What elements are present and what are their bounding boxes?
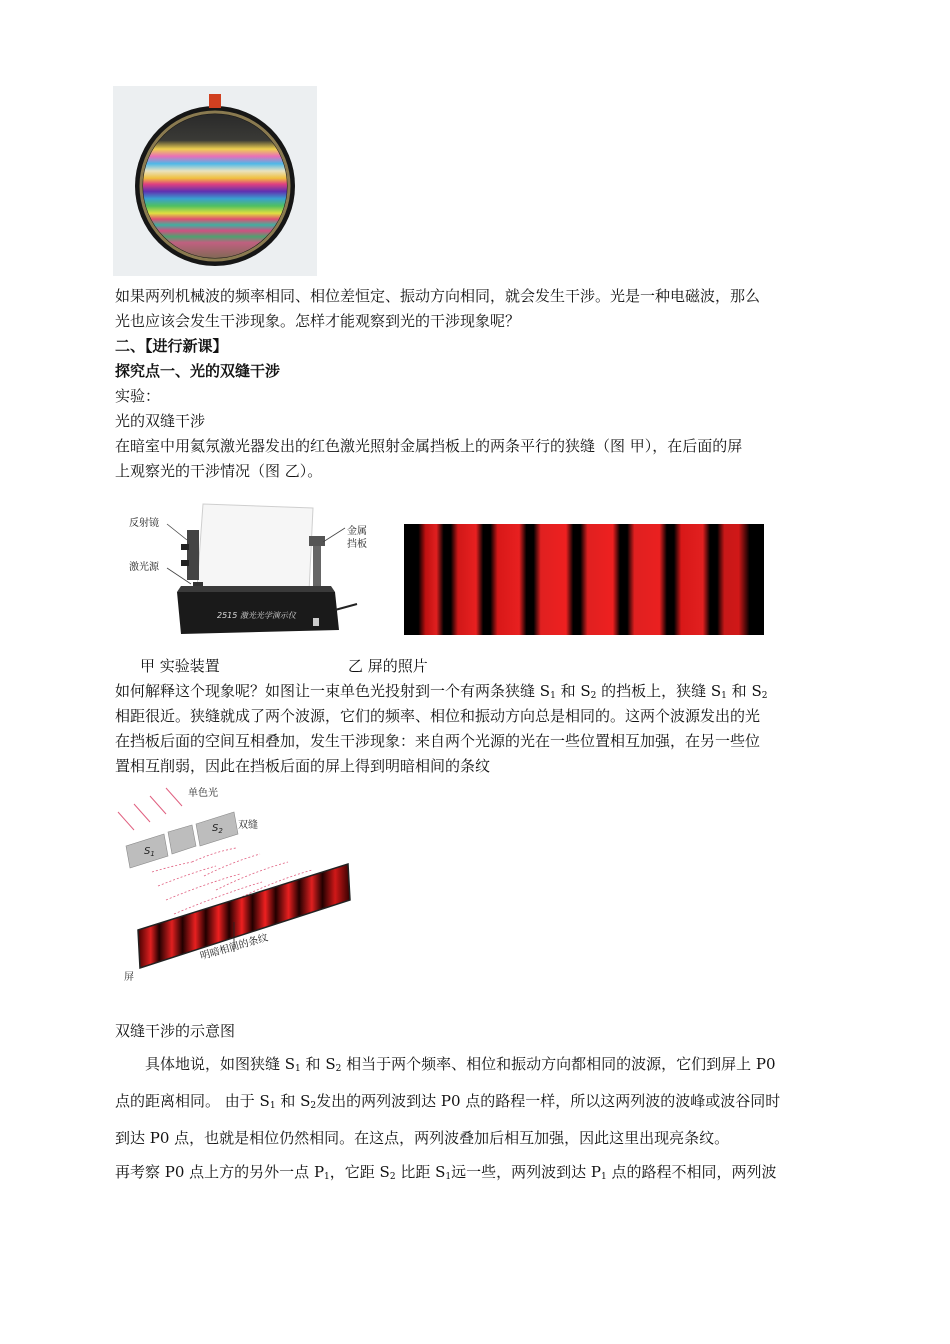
label-s1: $S_1$ <box>144 846 155 858</box>
caption-apparatus: 甲 实验装置 <box>140 657 220 675</box>
experiment-desc-2: 上观察光的干涉情况（图 乙）。 <box>115 462 323 480</box>
intro-line-2: 光也应该会发生干涉现象。怎样才能观察到光的干涉现象呢？ <box>115 312 521 330</box>
detail-line-4: 再考察 P0 点上方的另外一点 $P_1$，它距 $S_2$ 比距 $S_1$远一些，两列波到达 $P_1$ 点的路程不相同，两列波 <box>115 1163 777 1182</box>
label-mirror: 反射镜 <box>129 518 159 529</box>
soap-film-photo <box>113 86 317 276</box>
experiment-title: 光的双缝干涉 <box>115 412 206 430</box>
section-subheading: 探究点一、光的双缝干涉 <box>115 362 281 380</box>
explain-line-1: 如何解释这个现象呢？如图让一束单色光投射到一个有两条狭缝 $S_1$ 和 $S_2$ 的挡板上，狭缝 $S_1$ 和 $S_2$ <box>115 682 768 701</box>
detail-line-2: 点的距离相同。 由于 $S_1$ 和 $S_2$发出的两列波到达 P0 点的路程一样，所以这两列波的波峰或波谷同时 <box>115 1092 781 1111</box>
label-metal-1: 金属 <box>347 526 367 537</box>
caption-screen-photo: 乙 屏的照片 <box>348 657 428 675</box>
explain-line-3: 在挡板后面的空间互相叠加，发生干涉现象：来自两个光源的光在一些位置相互加强，在另一些位 <box>115 732 761 750</box>
detail-line-3: 到达 P0 点，也就是相位仍然相同。在这点，两列波叠加后相互加强，因此这里出现亮条纹。 <box>115 1129 730 1147</box>
label-fringes: 明暗相间的条纹 <box>199 932 270 963</box>
diagram-caption: 双缝干涉的示意图 <box>115 1022 236 1040</box>
detail-line-1: 具体地说，如图狭缝 $S_1$ 和 $S_2$ 相当于两个频率、相位和振动方向都相同的波源，它们到屏上 P0 <box>145 1055 776 1074</box>
label-double-slit: 双缝 <box>238 820 258 831</box>
experiment-label: 实验： <box>115 387 161 405</box>
label-s2: $S_2$ <box>212 823 223 835</box>
device-label: 2515 激光光学演示仪 <box>217 611 296 620</box>
explain-line-4: 置相互削弱，因此在挡板后面的屏上得到明暗相间的条纹 <box>115 757 491 775</box>
label-monochromatic-light: 单色光 <box>188 788 218 799</box>
fringe-photo <box>404 524 764 635</box>
label-metal-2: 挡板 <box>347 539 367 550</box>
intro-line-1: 如果两列机械波的频率相同、相位差恒定、振动方向相同，就会发生干涉。光是一种电磁波，那么 <box>115 287 761 305</box>
explain-line-2: 相距很近。狭缝就成了两个波源，它们的频率、相位和振动方向总是相同的。这两个波源发出的光 <box>115 707 761 725</box>
section-heading: 二、【进行新课】 <box>115 337 228 355</box>
double-slit-diagram <box>112 782 362 982</box>
label-laser: 激光源 <box>129 562 159 573</box>
apparatus-photo <box>125 500 370 640</box>
experiment-desc-1: 在暗室中用氦氖激光器发出的红色激光照射金属挡板上的两条平行的狭缝（图 甲），在后面的屏 <box>115 437 743 455</box>
label-screen: 屏 <box>124 972 134 983</box>
